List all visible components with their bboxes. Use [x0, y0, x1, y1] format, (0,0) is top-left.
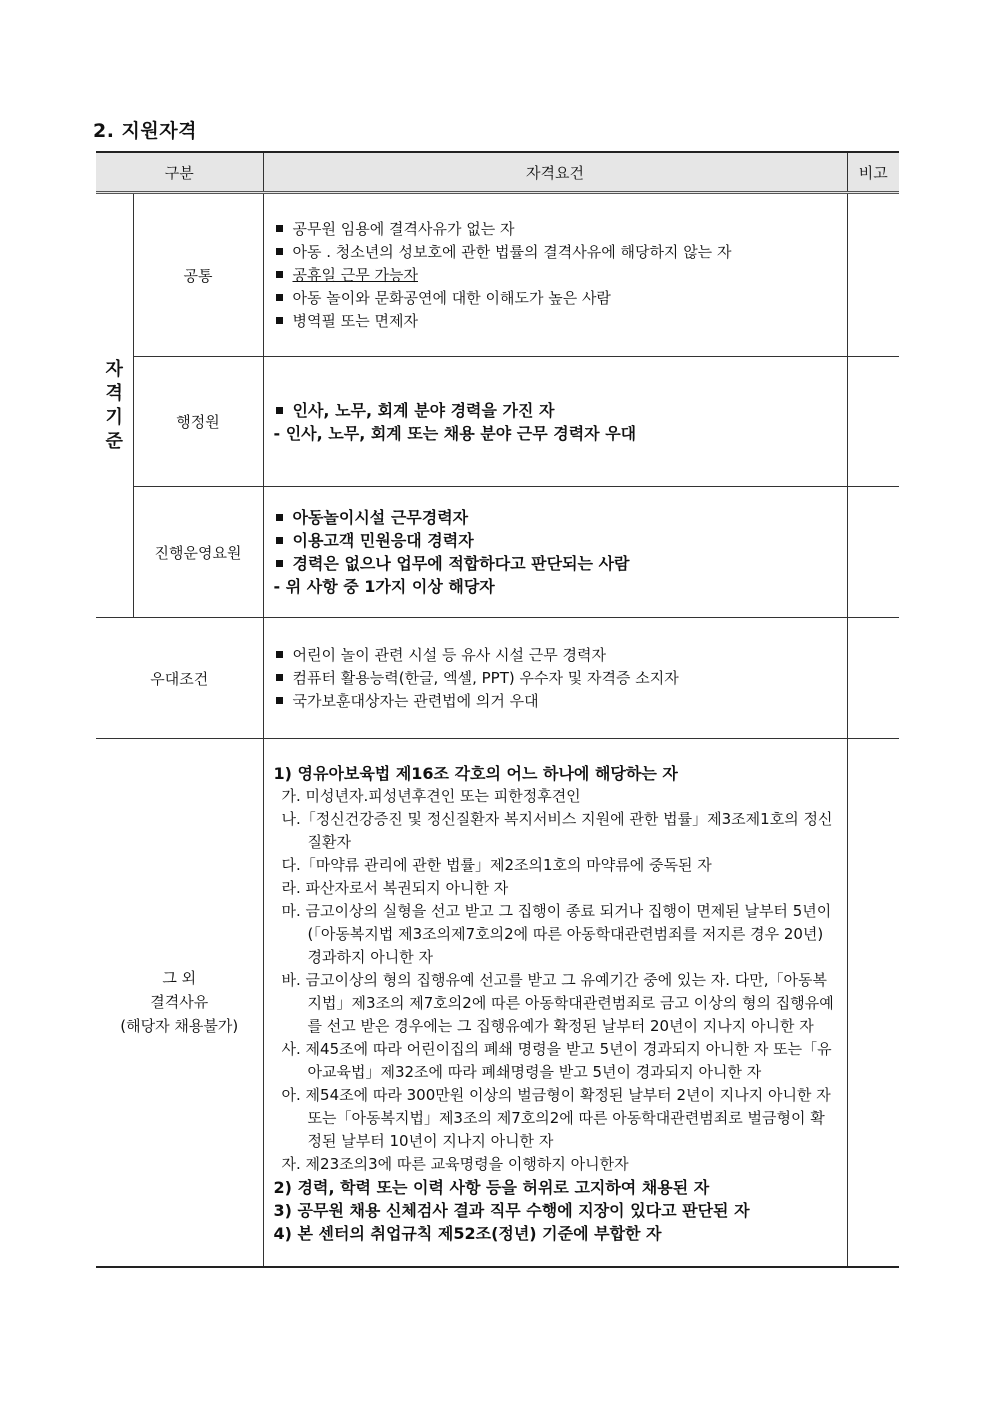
square-bullet-icon	[276, 271, 283, 278]
note-cell	[847, 487, 899, 618]
header-category: 구분	[96, 152, 263, 193]
row-label-operator: 진행운영요원	[133, 487, 263, 618]
list-item: 2) 경력, 학력 또는 이력 사항 등을 허위로 고지하여 채용된 자	[273, 1177, 710, 1197]
list-item: 경력은 없으나 업무에 적합하다고 판단되는 사람	[274, 552, 837, 575]
table-header-row	[96, 152, 899, 193]
disqualify-label-line: 결격사유	[150, 993, 209, 1012]
list-item: 국가보훈대상자는 관련법에 의거 우대	[274, 690, 837, 713]
row-label-preference: 우대조건	[96, 618, 263, 739]
table-row	[96, 618, 899, 739]
qualification-table	[96, 151, 899, 1268]
list-item: 마. 금고이상의 실형을 선고 받고 그 집행이 종료 되거나 집행이 면제된 날부터 5년이(「아동복지법 제3조의제7호의2에 따른 아동학대관련범죄를 저지른 경우 20년) 경과하지 아니한 자	[281, 901, 832, 966]
section-heading: 2. 지원자격	[93, 120, 197, 142]
list-item: 다.「마약류 관리에 관한 법률」제2조의1호의 마약류에 중독된 자	[281, 855, 712, 874]
list-item: 병역필 또는 면제자	[274, 310, 837, 333]
disqualify-requirements	[263, 739, 847, 1267]
header-note: 비고	[847, 152, 899, 193]
square-bullet-icon	[276, 294, 283, 301]
list-item: 바. 금고이상의 형의 집행유예 선고를 받고 그 유예기간 중에 있는 자. 다만,「아동복지법」제3조의 제7호의2에 따른 아동학대관련범죄로 금고 이상의 형의 집행유예를 선고 받은 경우에는 그 집행유예가 확정된 날부터 20년이 지나지 아니한 자	[281, 970, 834, 1035]
list-item: 아동 . 청소년의 성보호에 관한 법률의 결격사유에 해당하지 않는 자	[274, 241, 837, 264]
square-bullet-icon	[276, 514, 283, 521]
square-bullet-icon	[276, 248, 283, 255]
group-label-char: 기	[105, 406, 123, 428]
list-item: 인사, 노무, 회계 분야 경력을 가진 자	[274, 399, 837, 422]
list-item: 공무원 임용에 결격사유가 없는 자	[274, 218, 837, 241]
row-label-disqualify	[96, 739, 263, 1267]
square-bullet-icon	[276, 697, 283, 704]
operator-requirements	[263, 487, 847, 618]
square-bullet-icon	[276, 651, 283, 658]
list-item: 어린이 놀이 관련 시설 등 유사 시설 근무 경력자	[274, 644, 837, 667]
group-label-char: 준	[105, 430, 123, 452]
list-item: 아동놀이시설 근무경력자	[274, 506, 837, 529]
admin-requirements	[263, 357, 847, 487]
table-row	[96, 739, 899, 1267]
list-item: 1) 영유아보육법 제16조 각호의 어느 하나에 해당하는 자	[273, 763, 678, 783]
preference-requirements	[263, 618, 847, 739]
square-bullet-icon	[276, 537, 283, 544]
list-item: 자. 제23조의3에 따른 교육명령을 이행하지 아니한자	[281, 1154, 629, 1173]
list-item: 나.「정신건강증진 및 정신질환자 복지서비스 지원에 관한 법률」제3조제1호의 정신질환자	[281, 809, 833, 851]
square-bullet-icon	[276, 560, 283, 567]
group-label	[96, 193, 133, 618]
operator-condition-note: - 위 사항 중 1가지 이상 해당자	[273, 577, 495, 596]
square-bullet-icon	[276, 407, 283, 414]
note-cell	[847, 193, 899, 357]
disqualify-label-line: (해당자 채용불가)	[120, 1017, 239, 1036]
note-cell	[847, 739, 899, 1267]
list-item: 가. 미성년자.피성년후견인 또는 피한정후견인	[281, 786, 581, 805]
table-row	[96, 193, 899, 357]
table-row	[96, 487, 899, 618]
table-row	[96, 357, 899, 487]
list-item: 아. 제54조에 따라 300만원 이상의 벌금형이 확정된 날부터 2년이 지나지 아니한 자 또는「아동복지법」제3조의 제7호의2에 따른 아동학대관련범죄로 벌금형이 확정된 날부터 10년이 지나지 아니한 자	[281, 1085, 831, 1150]
note-cell	[847, 357, 899, 487]
list-item: 3) 공무원 채용 신체검사 결과 직무 수행에 지장이 있다고 판단된 자	[273, 1200, 750, 1220]
list-item: 컴퓨터 활용능력(한글, 엑셀, PPT) 우수자 및 자격증 소지자	[274, 667, 837, 690]
row-label-admin: 행정원	[133, 357, 263, 487]
list-item: 아동 놀이와 문화공연에 대한 이해도가 높은 사람	[274, 287, 837, 310]
list-item: 4) 본 센터의 취업규칙 제52조(정년) 기준에 부합한 자	[273, 1223, 662, 1243]
admin-preference-note: - 인사, 노무, 회계 또는 채용 분야 근무 경력자 우대	[273, 423, 637, 443]
square-bullet-icon	[276, 674, 283, 681]
group-label-char: 격	[105, 382, 123, 404]
list-item: 공휴일 근무 가능자	[274, 264, 837, 287]
square-bullet-icon	[276, 225, 283, 232]
list-item: 라. 파산자로서 복권되지 아니한 자	[281, 878, 509, 897]
common-requirements	[263, 193, 847, 357]
note-cell	[847, 618, 899, 739]
list-item: 이용고객 민원응대 경력자	[274, 529, 837, 552]
square-bullet-icon	[276, 317, 283, 324]
row-label-common: 공통	[133, 193, 263, 357]
disqualify-label-line: 그 외	[162, 969, 197, 988]
header-requirements: 자격요건	[263, 152, 847, 193]
group-label-char: 자	[105, 358, 123, 380]
list-item: 사. 제45조에 따라 어린이집의 폐쇄 명령을 받고 5년이 경과되지 아니한 자 또는「유아교육법」제32조에 따라 폐쇄명령을 받고 5년이 경과되지 아니한 자	[281, 1039, 832, 1081]
